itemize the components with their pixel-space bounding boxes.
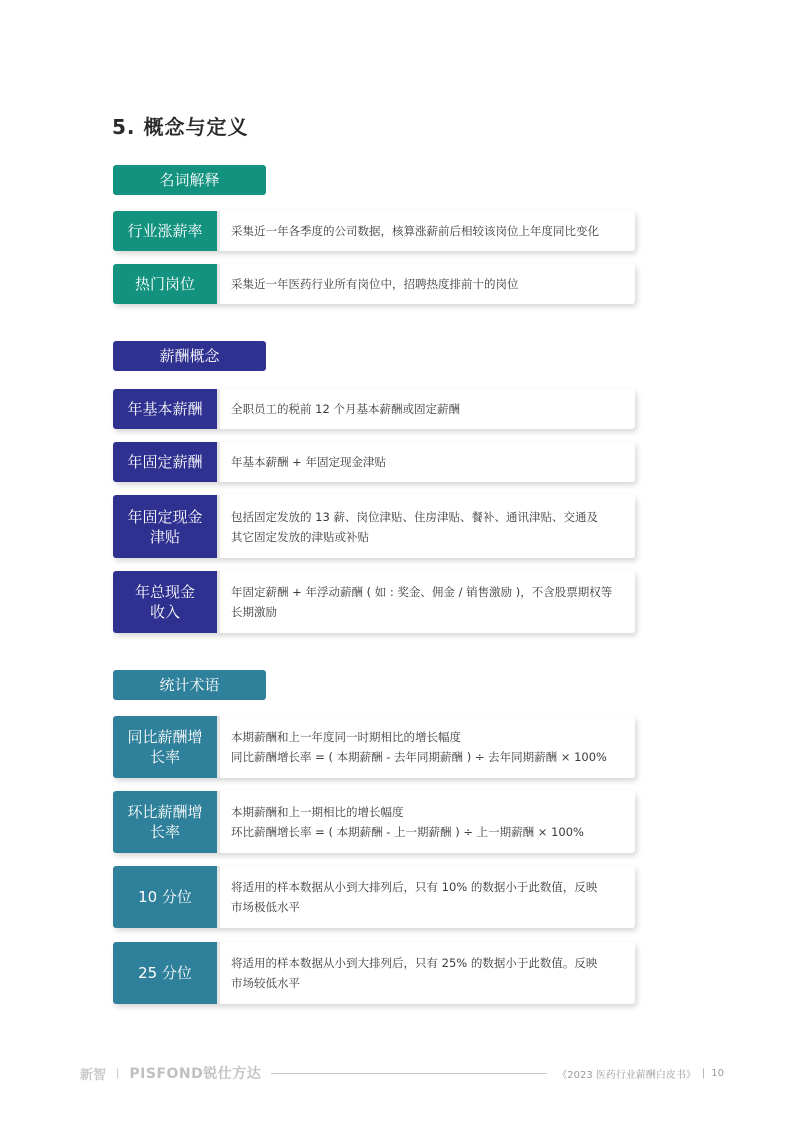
definition-row — [113, 442, 635, 482]
definition-row — [113, 264, 635, 304]
description-line: 包括固定发放的 13 薪、岗位津贴、住房津贴、餐补、通讯津贴、交通及 — [231, 509, 598, 524]
term-label-text: 年固定薪酬 — [127, 453, 203, 471]
term-label-text: 环比薪酬增长率 — [127, 803, 203, 841]
description-line: 年基本薪酬 + 年固定现金津贴 — [231, 455, 386, 469]
term-description — [231, 389, 623, 429]
term-label — [113, 264, 217, 304]
description-line: 年固定薪酬 + 年浮动薪酬 ( 如 : 奖金、佣金 / 销售激励 )，不含股票期权等 — [231, 585, 613, 599]
definition-row — [113, 866, 635, 928]
term-label-text: 25 分位 — [138, 964, 192, 982]
footer-divider — [271, 1073, 547, 1074]
term-label — [113, 791, 217, 853]
description-line: 市场极低水平 — [231, 900, 300, 914]
definition-row — [113, 211, 635, 251]
description-line: 长期激励 — [231, 605, 277, 619]
description-line: 采集近一年各季度的公司数据，核算涨薪前后相较该岗位上年度同比变化 — [231, 224, 599, 238]
definition-row — [113, 495, 635, 558]
term-description — [231, 211, 623, 251]
term-description — [231, 442, 623, 482]
page-number: 10 — [711, 1067, 724, 1079]
description-line: 环比薪酬增长率 = ( 本期薪酬 - 上一期薪酬 ) ÷ 上一期薪酬 × 100% — [231, 825, 584, 839]
term-description — [231, 716, 623, 778]
section-header-compensation: 薪酬概念 — [113, 341, 266, 371]
description-line: 将适用的样本数据从小到大排列后，只有 25% 的数据小于此数值。反映 — [231, 956, 598, 970]
term-label — [113, 942, 217, 1004]
pisfond-logo: PISFOND锐仕方达 — [129, 1066, 262, 1082]
page-title: 5. 概念与定义 — [112, 115, 249, 139]
description-line: 市场较低水平 — [231, 976, 300, 990]
description-line: 采集近一年医药行业所有岗位中，招聘热度排前十的岗位 — [231, 277, 519, 291]
description-line: 其它固定发放的津贴或补贴 — [231, 529, 369, 544]
term-label — [113, 389, 217, 429]
definition-row — [113, 389, 635, 429]
term-label-text: 10 分位 — [138, 888, 192, 906]
description-line: 同比薪酬增长率 = ( 本期薪酬 - 去年同期薪酬 ) ÷ 去年同期薪酬 × 100% — [231, 750, 607, 764]
definition-row — [113, 942, 635, 1004]
term-label — [113, 211, 217, 251]
term-description — [231, 791, 623, 853]
definition-row — [113, 791, 635, 853]
definition-row — [113, 571, 635, 633]
document-title: 《2023 医药行业薪酬白皮书》 — [557, 1069, 696, 1081]
description-line: 本期薪酬和上一年度同一时期相比的增长幅度 — [231, 730, 461, 744]
term-description — [231, 866, 623, 928]
term-label-text: 年总现金收入 — [134, 583, 195, 621]
page-footer — [80, 1064, 724, 1082]
term-label — [113, 495, 217, 558]
term-label — [113, 716, 217, 778]
term-description — [231, 571, 623, 633]
term-label — [113, 571, 217, 633]
page-number-separator: | — [701, 1067, 706, 1079]
term-description — [231, 495, 623, 558]
term-label-text: 行业涨薪率 — [127, 222, 203, 240]
logo-separator: | — [116, 1067, 120, 1079]
description-line: 全职员工的税前 12 个月基本薪酬或固定薪酬 — [231, 402, 460, 416]
description-line: 本期薪酬和上一期相比的增长幅度 — [231, 805, 404, 819]
term-label-text: 热门岗位 — [134, 275, 195, 293]
section-header-glossary: 名词解释 — [113, 165, 266, 195]
term-description — [231, 942, 623, 1004]
term-label-text: 年固定现金津贴 — [127, 507, 203, 546]
term-label-text: 年基本薪酬 — [127, 400, 203, 418]
xinzhi-logo: 新智 — [80, 1067, 107, 1083]
term-label-text: 同比薪酬增长率 — [127, 728, 203, 766]
description-line: 将适用的样本数据从小到大排列后，只有 10% 的数据小于此数值，反映 — [231, 880, 598, 894]
section-header-statistics: 统计术语 — [113, 670, 266, 700]
term-description — [231, 264, 623, 304]
term-label — [113, 442, 217, 482]
definition-row — [113, 716, 635, 778]
term-label — [113, 866, 217, 928]
